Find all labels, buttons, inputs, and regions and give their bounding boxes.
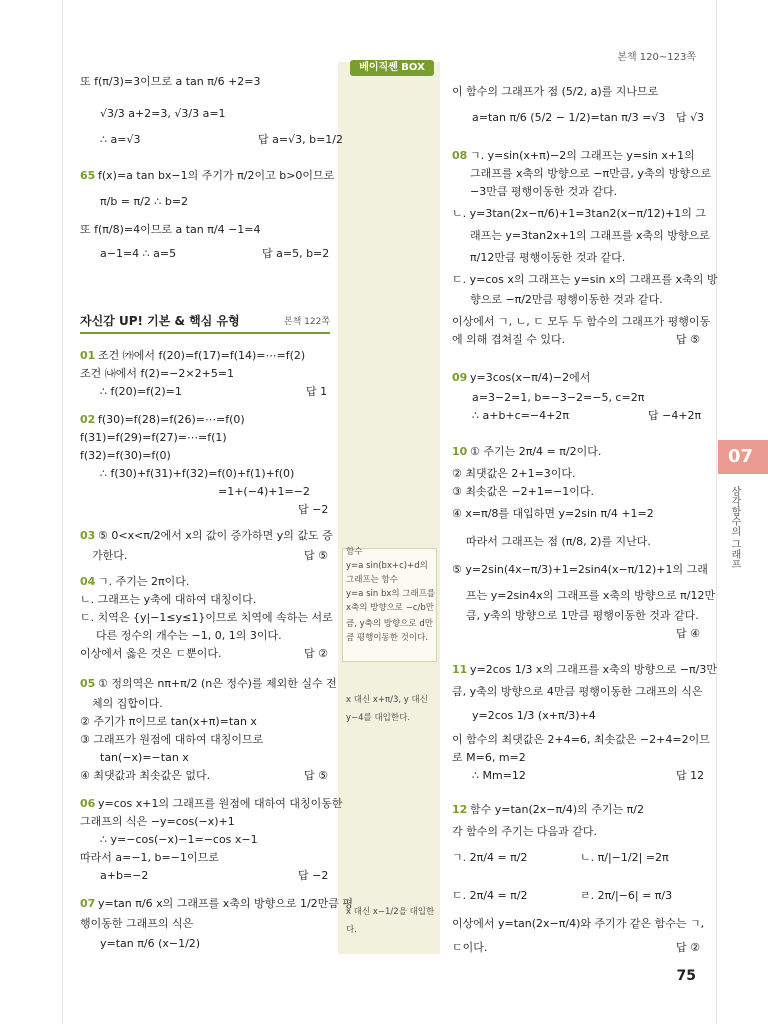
text-line: 또 f(π/3)=3이므로 a tan π/6 +2=3 (80, 75, 261, 88)
text-line: ③ 최솟값은 −2+1=−1이다. (452, 485, 594, 498)
side-note-line: 그래프는 함수 (346, 575, 398, 585)
text-line: ㄴ. y=3tan(2x−π/6)+1=3tan2(x−π/12)+1의 그 (452, 207, 707, 220)
answer-label: 답 ② (304, 647, 328, 660)
side-note-line: x축의 방향으로 −c/b만 (346, 603, 434, 613)
text-line: ③ 그래프가 원점에 대하여 대칭이므로 (80, 733, 264, 746)
answer-label: 답 ④ (676, 627, 700, 640)
text-line: 프는 y=2sin4x의 그래프를 x축의 방향으로 π/12만 (466, 589, 716, 602)
right-margin-line (716, 0, 717, 1024)
answer-label: 답 ② (676, 941, 700, 954)
text-line: ② 주기가 π이므로 tan(x+π)=tan x (80, 715, 257, 728)
text-line: ② 최댓값은 2+1=3이다. (452, 467, 576, 480)
text-line: f(x)=a tan bx−1의 주기가 π/2이고 b>0이므로 (98, 169, 335, 182)
answer-label: 답 −2 (298, 869, 329, 882)
text-line: 향으로 −π/2만큼 평행이동한 것과 같다. (470, 293, 663, 306)
problem-number: 65 (80, 169, 96, 182)
chapter-tab[interactable]: 07 (718, 440, 768, 474)
text-line: 다른 정수의 개수는 −1, 0, 1의 3이다. (96, 629, 282, 642)
text-line: 체의 집합이다. (92, 697, 163, 710)
text-line: ㄷ. 2π/4 = π/2 (452, 889, 528, 902)
text-line: ㄴ. 그래프는 y축에 대하여 대칭이다. (80, 593, 257, 606)
text-line: 큼, y축의 방향으로 4만큼 평행이동한 그래프의 식은 (452, 685, 703, 698)
text-line: 각 함수의 주기는 다음과 같다. (452, 825, 597, 838)
text-line: 이상에서 옳은 것은 ㄷ뿐이다. (80, 647, 222, 660)
side-note-line: 다. (346, 925, 357, 935)
problem-number: 01 (80, 349, 96, 362)
side-note-line: x 대신 x−1/2을 대입한 (346, 907, 435, 917)
text-line: ④ x=π/8를 대입하면 y=2sin π/4 +1=2 (452, 507, 654, 520)
text-line: 행이동한 그래프의 식은 (80, 917, 194, 930)
side-note-line: y−4를 대입한다. (346, 713, 411, 723)
chapter-title: 삼각함수의 그래프 (729, 486, 740, 570)
side-note-line: 함수 (346, 547, 363, 557)
text-line: f(30)=f(28)=f(26)=⋯=f(0) (98, 413, 245, 426)
text-line: 가한다. (92, 549, 128, 562)
text-line: a−1=4 ∴ a=5 (100, 247, 177, 260)
text-line: ㄴ. π/|−1/2| =2π (580, 851, 669, 864)
text-line: 이상에서 ㄱ, ㄴ, ㄷ 모두 두 함수의 그래프가 평행이동 (452, 315, 711, 328)
text-line: y=cos x+1의 그래프를 원점에 대하여 대칭이동한 (98, 797, 343, 810)
text-line: y=2cos 1/3 x의 그래프를 x축의 방향으로 −π/3만 (470, 663, 717, 676)
text-line: y=3cos(x−π/4)−2에서 (470, 371, 591, 384)
problem-number: 10 (452, 445, 468, 458)
text-line: ∴ a=√3 (100, 133, 141, 146)
text-line: y=2cos 1/3 (x+π/3)+4 (472, 709, 596, 722)
text-line: 또 f(π/8)=4이므로 a tan π/4 −1=4 (80, 223, 261, 236)
text-line: tan(−x)=−tan x (100, 751, 189, 764)
text-line: ∴ f(30)+f(31)+f(32)=f(0)+f(1)+f(0) (100, 467, 295, 480)
problem-number: 09 (452, 371, 468, 384)
text-line: f(32)=f(30)=f(0) (80, 449, 171, 462)
text-line: π/12만큼 평행이동한 것과 같다. (470, 251, 626, 264)
answer-label: 답 12 (676, 769, 705, 782)
text-line: ⑤ 0<x<π/2에서 x의 값이 증가하면 y의 값도 증 (98, 529, 333, 542)
problem-number: 03 (80, 529, 96, 542)
text-line: 조건 ㈎에서 f(20)=f(17)=f(14)=⋯=f(2) (98, 349, 306, 362)
page-number: 75 (676, 968, 696, 984)
side-note-line: x 대신 x+π/3, y 대신 (346, 695, 428, 705)
answer-label: 답 −2 (298, 503, 329, 516)
text-line: ① 주기는 2π/4 = π/2이다. (470, 445, 602, 458)
problem-number: 06 (80, 797, 96, 810)
text-line: 이 함수의 최댓값은 2+4=6, 최솟값은 −2+4=2이므 (452, 733, 710, 746)
text-line: ㄹ. 2π/|−6| = π/3 (580, 889, 673, 902)
text-line: −3만큼 평행이동한 것과 같다. (470, 185, 618, 198)
text-line: f(31)=f(29)=f(27)=⋯=f(1) (80, 431, 227, 444)
text-line: y=tan π/6 x의 그래프를 x축의 방향으로 1/2만큼 평 (98, 897, 354, 910)
problem-number: 11 (452, 663, 468, 676)
text-line: a=tan π/6 (5/2 − 1/2)=tan π/3 =√3 (472, 111, 666, 124)
text-line: a+b=−2 (100, 869, 149, 882)
answer-label: 답 a=5, b=2 (262, 247, 330, 260)
side-note-line: 큼, y축의 방향으로 d만 (346, 619, 433, 629)
section-title-bar (80, 310, 330, 334)
answer-label: 답 ⑤ (676, 333, 700, 346)
text-line: ∴ Mm=12 (472, 769, 526, 782)
answer-label: 답 a=√3, b=1/2 (258, 133, 343, 146)
text-line: 이상에서 y=tan(2x−π/4)와 주기가 같은 함수는 ㄱ, (452, 917, 705, 930)
text-line: 에 의해 겹쳐질 수 있다. (452, 333, 566, 346)
text-line: 이 함수의 그래프가 점 (5/2, a)를 지나므로 (452, 85, 659, 98)
text-line: 그래프의 식은 −y=cos(−x)+1 (80, 815, 235, 828)
problem-number: 12 (452, 803, 468, 816)
problem-number: 08 (452, 149, 468, 162)
problem-number: 04 (80, 575, 96, 588)
text-line: ㄱ. y=sin(x+π)−2의 그래프는 y=sin x+1의 (470, 149, 695, 162)
basic-box-header: 베이직쎈 BOX (350, 60, 434, 76)
section-ref: 본책 122쪽 (283, 317, 330, 327)
text-line: ∴ a+b+c=−4+2π (472, 409, 569, 422)
section-title: 자신감 UP! 기본 & 핵심 유형 (80, 314, 240, 328)
text-line: ∴ y=−cos(−x)−1=−cos x−1 (100, 833, 258, 846)
answer-label: 답 1 (306, 385, 328, 398)
side-note-line: y=a sin(bx+c)+d의 (346, 561, 428, 571)
problem-number: 07 (80, 897, 96, 910)
text-line: y=tan π/6 (x−1/2) (100, 937, 201, 950)
side-note-line: 큼 평행이동한 것이다. (346, 633, 429, 643)
text-line: π/b = π/2 ∴ b=2 (100, 195, 189, 208)
page-reference: 본책 120~123쪽 (617, 52, 696, 63)
text-line: 조건 ㈏에서 f(2)=−2×2+5=1 (80, 367, 235, 380)
problem-number: 02 (80, 413, 96, 426)
text-line: ④ 최댓값과 최솟값은 없다. (80, 769, 211, 782)
text-line: a=3−2=1, b=−3−2=−5, c=2π (472, 391, 645, 404)
text-line: ㄱ. 2π/4 = π/2 (452, 851, 528, 864)
answer-label: 답 ⑤ (304, 549, 328, 562)
left-margin-line (62, 0, 63, 1024)
text-line: ⑤ y=2sin(4x−π/3)+1=2sin4(x−π/12)+1의 그래 (452, 563, 708, 576)
text-line: 따라서 a=−1, b=−1이므로 (80, 851, 219, 864)
text-line: ㄷ. 치역은 {y|−1≤y≤1}이므로 치역에 속하는 서로 (80, 611, 333, 624)
answer-label: 답 −4+2π (648, 409, 702, 422)
answer-label: 답 ⑤ (304, 769, 328, 782)
text-line: ∴ f(20)=f(2)=1 (100, 385, 182, 398)
text-line: 큼, y축의 방향으로 1만큼 평행이동한 것과 같다. (466, 609, 699, 622)
text-line: √3/3 a+2=3, √3/3 a=1 (100, 107, 226, 120)
side-note-line: y=a sin bx의 그래프를 (346, 589, 436, 599)
answer-label: 답 √3 (676, 111, 705, 124)
text-line: 래프는 y=3tan2x+1의 그래프를 x축의 방향으로 (470, 229, 710, 242)
text-line: 로 M=6, m=2 (452, 751, 526, 764)
text-line: 그래프를 x축의 방향으로 −π만큼, y축의 방향으로 (470, 167, 712, 180)
text-line: ① 정의역은 nπ+π/2 (n은 정수)를 제외한 실수 전 (98, 677, 337, 690)
text-line: ㄷ이다. (452, 941, 488, 954)
problem-number: 05 (80, 677, 96, 690)
text-line: =1+(−4)+1=−2 (218, 485, 310, 498)
text-line: ㄷ. y=cos x의 그래프는 y=sin x의 그래프를 x축의 방 (452, 273, 718, 286)
text-line: 함수 y=tan(2x−π/4)의 주기는 π/2 (470, 803, 644, 816)
text-line: 따라서 그래프는 점 (π/8, 2)를 지난다. (466, 535, 651, 548)
basic-box-column (338, 62, 440, 954)
text-line: ㄱ. 주기는 2π이다. (98, 575, 190, 588)
